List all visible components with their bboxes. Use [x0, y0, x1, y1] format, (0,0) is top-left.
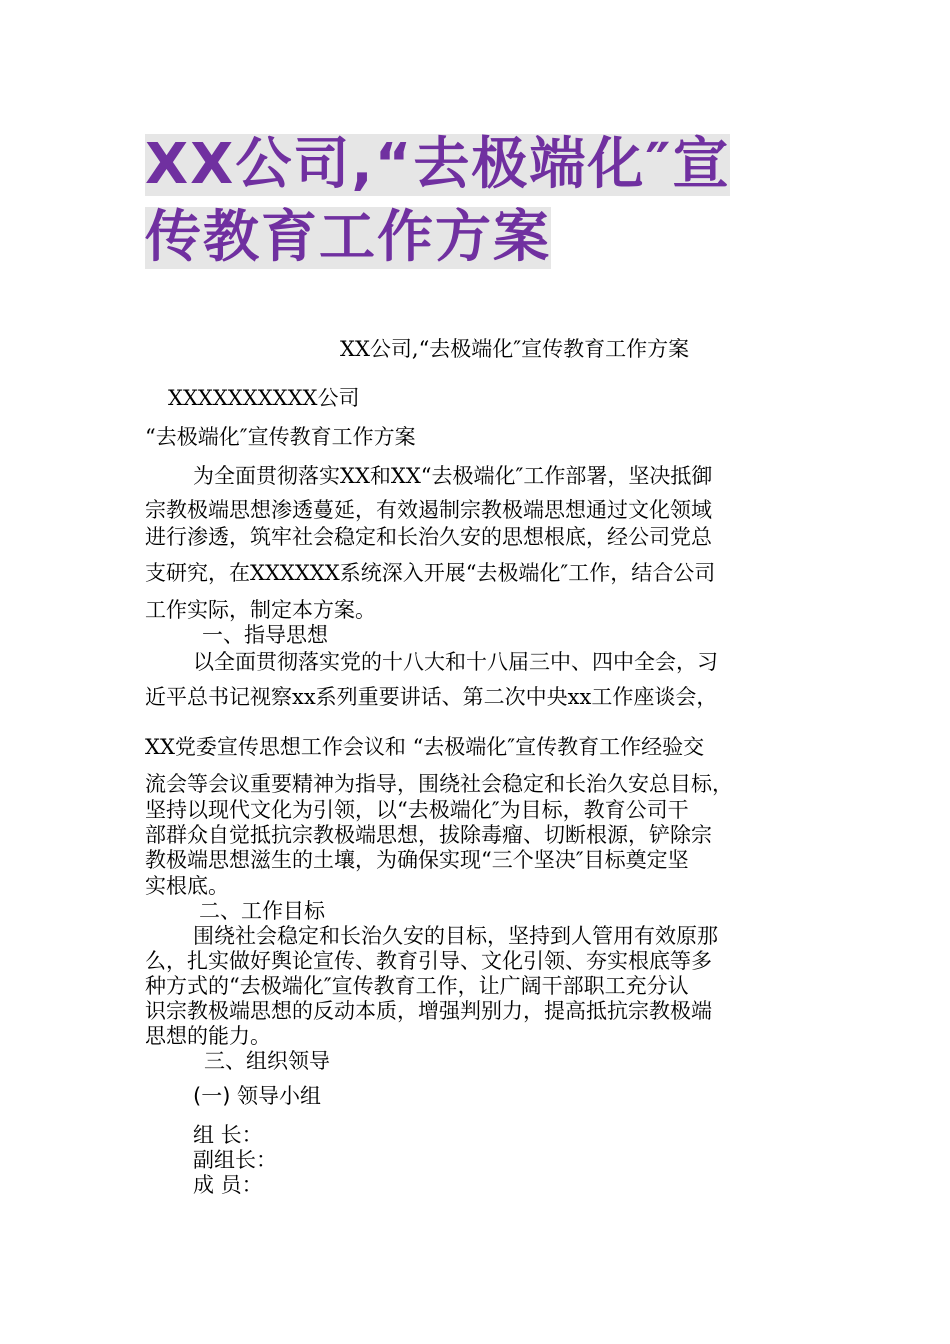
- plan-name: “去极端化″宣传教育工作方案: [145, 425, 416, 449]
- section-heading-1: 一、指导思想: [202, 623, 328, 647]
- section1-line: 实根底。: [145, 874, 229, 898]
- subtitle: XX公司,“去极端化″宣传教育工作方案: [340, 337, 690, 361]
- section1-line: 以全面贯彻落实党的十八大和十八届三中、四中全会，习: [193, 650, 718, 674]
- section-heading-2: 二、工作目标: [199, 899, 325, 923]
- intro-line: 为全面贯彻落实XX和XX“去极端化″工作部署，坚决抵御: [193, 464, 713, 488]
- section1-line: 近平总书记视察xx系列重要讲话、第二次中央xx工作座谈会，: [145, 685, 718, 709]
- intro-line: 支研究，在XXXXXX系统深入开展“去极端化″工作，结合公司: [145, 561, 716, 585]
- group-leader-label: 组 长：: [193, 1123, 263, 1147]
- intro-line: 进行渗透，筑牢社会稳定和长治久安的思想根底，经公司党总: [145, 525, 712, 549]
- section2-line: 么，扎实做好舆论宣传、教育引导、文化引领、夯实根底等多: [145, 949, 712, 973]
- section2-line: 思想的能力。: [145, 1024, 271, 1048]
- section1-line: 流会等会议重要精神为指导，围绕社会稳定和长治久安总目标，: [145, 772, 733, 796]
- section-heading-3: 三、组织领导: [204, 1049, 330, 1073]
- intro-line: 工作实际，制定本方案。: [145, 598, 376, 622]
- group-members-label: 成 员：: [193, 1173, 263, 1197]
- group-deputy-label: 副组长：: [193, 1148, 277, 1172]
- document-title-line-1: XX公司,“去极端化″宣: [145, 132, 731, 197]
- section1-line: 坚持以现代文化为引领，以“去极端化″为目标，教育公司干: [145, 798, 689, 822]
- section2-line: 种方式的“去极端化″宣传教育工作，让广阔干部职工充分认: [145, 974, 689, 998]
- section1-line: 部群众自觉抵抗宗教极端思想，拔除毒瘤、切断根源，铲除宗: [145, 823, 712, 847]
- subsection-heading-1: (一) 领导小组: [193, 1084, 322, 1108]
- document-title-line-2: 传教育工作方案: [145, 205, 551, 270]
- company-name: XXXXXXXXXX公司: [168, 386, 360, 410]
- section2-line: 识宗教极端思想的反动本质，增强判别力，提高抵抗宗教极端: [145, 999, 712, 1023]
- section1-line: XX党委宣传思想工作会议和 “去极端化″宣传教育工作经验交: [145, 735, 705, 759]
- intro-line: 宗教极端思想渗透蔓延，有效遏制宗教极端思想通过文化领域: [145, 498, 712, 522]
- section2-line: 围绕社会稳定和长治久安的目标，坚持到人管用有效原那: [193, 924, 718, 948]
- section1-line: 教极端思想滋生的土壤，为确保实现“三个坚决″目标奠定坚: [145, 848, 689, 872]
